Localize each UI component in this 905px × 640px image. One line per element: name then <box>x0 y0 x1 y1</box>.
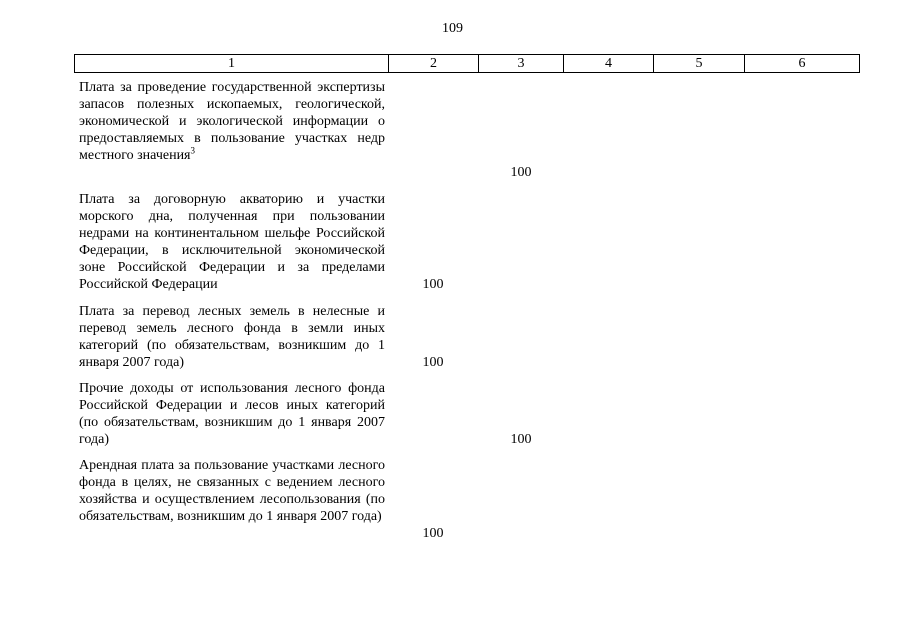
table-row <box>79 303 879 371</box>
row-description: Прочие доходы от использования лесного фонда Российской Федерации и лесов иных категорий (по обязательствам, возникшим до 1 января 2007 года) <box>79 381 385 447</box>
row-value: 100 <box>422 355 444 370</box>
column-header-4: 4 <box>564 55 654 73</box>
row-value: 100 <box>510 165 532 180</box>
table-row <box>79 191 879 293</box>
column-header-3: 3 <box>479 55 564 73</box>
row-description: Плата за проведение государственной экспертизы запасов полезных ископаемых, геологической, экономической и экологической информации о предоставляемых в пользование участках недр местного значения$^3$ <box>79 80 385 163</box>
row-description: Плата за договорную акваторию и участки морского дна, полученная при пользовании недрами на континентальном шельфе Российской Федерации, в исключительной экономической зоне Российской Федерации и за пределами Российской Федерации <box>79 192 385 292</box>
column-header-2: 2 <box>389 55 479 73</box>
table-row <box>79 457 879 542</box>
column-header-5: 5 <box>654 55 745 73</box>
page-number: 109 <box>442 21 463 36</box>
column-header-1: 1 <box>75 55 389 73</box>
table-row <box>79 79 879 181</box>
column-header-6: 6 <box>745 55 860 73</box>
row-description: Арендная плата за пользование участками лесного фонда в целях, не связанных с ведением лесного хозяйства и осуществлением лесопользования (по обязательствам, возникшим до 1 января 2007 года) <box>79 458 385 524</box>
row-description: Плата за перевод лесных земель в нелесные и перевод земель лесного фонда в земли иных категорий (по обязательствам, возникшим до 1 января 2007 года) <box>79 304 385 370</box>
footnote-marker: 3 <box>190 145 195 156</box>
row-value: 100 <box>422 526 444 541</box>
row-value: 100 <box>510 432 532 447</box>
column-header-row <box>75 55 860 73</box>
table-row <box>79 380 879 448</box>
column-header-table <box>74 54 860 73</box>
row-value: 100 <box>422 277 444 292</box>
